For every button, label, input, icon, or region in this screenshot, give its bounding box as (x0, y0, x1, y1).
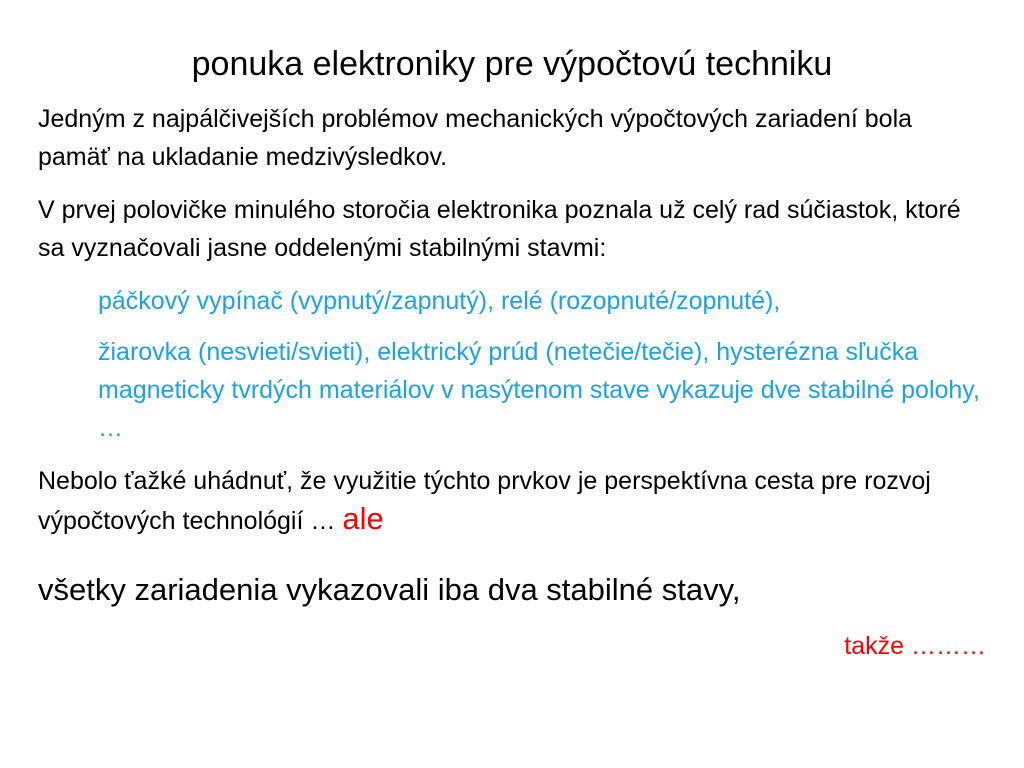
example-bulb-current-hysteresis: žiarovka (nesvieti/svieti), elektrický prúd (netečie/tečie), hysterézna sľučka magneticky tvrdých materiálov v nasýtenom stave vykazuje dve stabilné polohy, … (98, 338, 980, 442)
paragraph-electronics-components: V prvej polovičke minulého storočia elektronika poznala už celý rad súčiastok, ktoré sa vyznačovali jasne oddelenými stabilnými stavmi: (38, 196, 961, 262)
example-switch-relay: páčkový vypínač (vypnutý/zapnutý), relé (rozopnuté/zopnuté), (98, 287, 781, 315)
statement-two-states: všetky zariadenia vykazovali iba dva stabilné stavy, (38, 572, 741, 607)
conclusion-text: Nebolo ťažké uhádnuť, že využitie týchto prvkov je perspektívna cesta pre rozvoj výpočtových technológií … (38, 467, 931, 535)
paragraph-conclusion (38, 462, 988, 540)
paragraph-memory-problem: Jedným z najpálčivejších problémov mechanických výpočtových zariadení bola pamäť na ukladanie medzivýsledkov. (38, 105, 913, 171)
emphasis-ale: ale (342, 501, 384, 536)
slide-title: ponuka elektroniky pre výpočtovú techniku (191, 45, 833, 83)
closing-takze: takže ……… (844, 632, 986, 660)
